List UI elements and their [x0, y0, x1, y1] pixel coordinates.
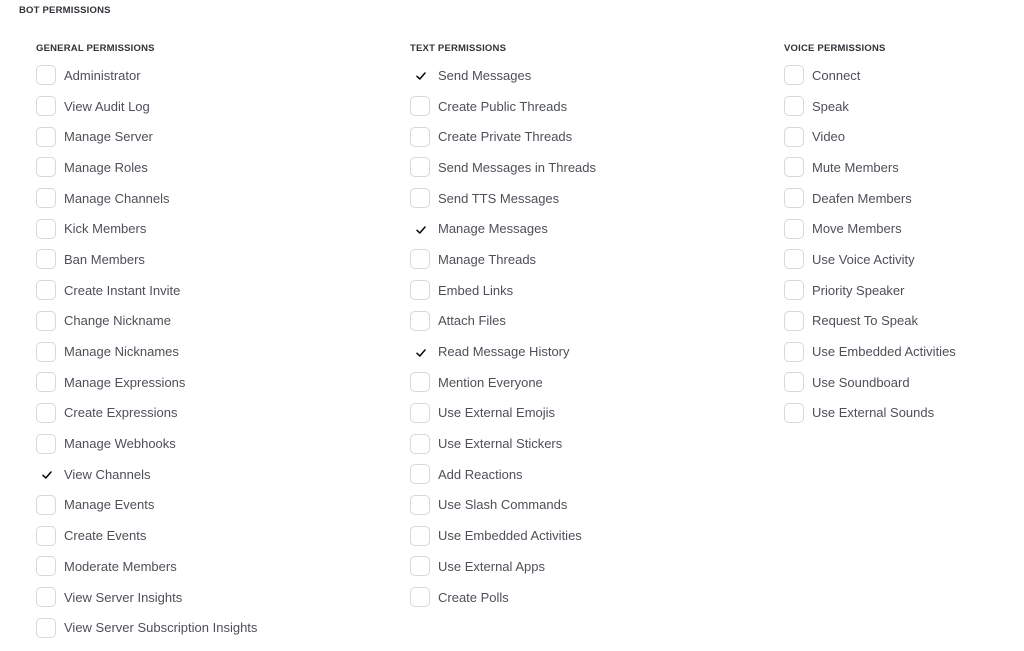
text-permissions-column — [410, 42, 596, 612]
permission-label: Create Private Threads — [438, 129, 573, 145]
permission-request-to-speak[interactable] — [784, 306, 956, 337]
permission-create-events[interactable] — [36, 520, 257, 551]
permission-label: View Audit Log — [64, 98, 150, 114]
permission-label: View Server Insights — [64, 589, 183, 605]
permission-send-tts-messages[interactable] — [410, 183, 596, 214]
permission-label: Manage Events — [64, 497, 155, 513]
permission-use-external-sounds[interactable] — [784, 398, 956, 429]
permission-checkbox[interactable] — [410, 96, 430, 116]
voice-permissions-header: VOICE PERMISSIONS — [784, 43, 886, 54]
permission-view-channels[interactable] — [36, 459, 257, 490]
general-permissions-header: GENERAL PERMISSIONS — [36, 43, 155, 54]
permission-manage-messages[interactable] — [410, 213, 596, 244]
permission-checkbox[interactable] — [784, 188, 804, 208]
permission-checkbox[interactable] — [36, 464, 56, 484]
permission-label: Create Instant Invite — [64, 282, 181, 298]
permission-manage-channels[interactable] — [36, 183, 257, 214]
permission-label: Manage Messages — [438, 221, 548, 237]
permission-checkbox[interactable] — [784, 311, 804, 331]
permission-manage-webhooks[interactable] — [36, 428, 257, 459]
general-permissions-column — [36, 42, 257, 643]
permission-manage-events[interactable] — [36, 490, 257, 521]
permission-label: Mute Members — [812, 159, 899, 175]
permission-checkbox[interactable] — [36, 556, 56, 576]
permission-checkbox[interactable] — [36, 280, 56, 300]
permission-checkbox[interactable] — [36, 587, 56, 607]
permission-ban-members[interactable] — [36, 244, 257, 275]
permission-label: Speak — [812, 98, 849, 114]
permission-label: Manage Server — [64, 129, 153, 145]
permission-checkbox[interactable] — [36, 188, 56, 208]
permission-label: Use External Sounds — [812, 405, 935, 421]
permission-manage-threads[interactable] — [410, 244, 596, 275]
permission-kick-members[interactable] — [36, 213, 257, 244]
permission-label: Move Members — [812, 221, 902, 237]
permission-use-soundboard[interactable] — [784, 367, 956, 398]
permission-moderate-members[interactable] — [36, 551, 257, 582]
permission-label: Create Public Threads — [438, 98, 568, 114]
permission-label: Use External Apps — [438, 558, 545, 574]
permission-create-expressions[interactable] — [36, 398, 257, 429]
permission-mention-everyone[interactable] — [410, 367, 596, 398]
permission-label: Send Messages — [438, 67, 532, 83]
permission-checkbox[interactable] — [36, 372, 56, 392]
permission-checkbox[interactable] — [784, 96, 804, 116]
permission-send-messages[interactable] — [410, 60, 596, 91]
permission-checkbox[interactable] — [410, 372, 430, 392]
permission-checkbox[interactable] — [410, 434, 430, 454]
permission-checkbox[interactable] — [36, 249, 56, 269]
permission-connect[interactable] — [784, 60, 956, 91]
permission-checkbox[interactable] — [410, 249, 430, 269]
permission-use-voice-activity[interactable] — [784, 244, 956, 275]
checkmark-icon — [415, 347, 427, 359]
permission-label: Manage Threads — [438, 251, 537, 267]
permission-checkbox[interactable] — [410, 311, 430, 331]
permission-checkbox[interactable] — [36, 526, 56, 546]
checkmark-icon — [415, 224, 427, 236]
permission-checkbox[interactable] — [784, 219, 804, 239]
permission-label: Use Embedded Activities — [812, 344, 956, 360]
permission-label: Request To Speak — [812, 313, 918, 329]
permission-checkbox[interactable] — [410, 464, 430, 484]
permission-checkbox[interactable] — [36, 96, 56, 116]
permission-checkbox[interactable] — [36, 434, 56, 454]
permission-checkbox[interactable] — [784, 280, 804, 300]
permission-mute-members[interactable] — [784, 152, 956, 183]
permission-create-public-threads[interactable] — [410, 91, 596, 122]
permission-label: Send TTS Messages — [438, 190, 560, 206]
permission-use-external-emojis[interactable] — [410, 398, 596, 429]
permission-move-members[interactable] — [784, 213, 956, 244]
permission-label: Kick Members — [64, 221, 147, 237]
permission-use-slash-commands[interactable] — [410, 490, 596, 521]
permission-create-private-threads[interactable] — [410, 121, 596, 152]
permission-priority-speaker[interactable] — [784, 275, 956, 306]
voice-permissions-column — [784, 42, 956, 428]
permission-label: Use External Emojis — [438, 405, 556, 421]
permission-label: Create Events — [64, 528, 147, 544]
permission-checkbox[interactable] — [410, 587, 430, 607]
permission-label: Read Message History — [438, 344, 570, 360]
permission-use-embedded-activities[interactable] — [784, 336, 956, 367]
permission-checkbox[interactable] — [36, 403, 56, 423]
permission-use-external-stickers[interactable] — [410, 428, 596, 459]
permission-read-message-history[interactable] — [410, 336, 596, 367]
permission-label: Manage Expressions — [64, 374, 186, 390]
permission-label: Use Soundboard — [812, 374, 910, 390]
permission-label: Ban Members — [64, 251, 145, 267]
permission-checkbox[interactable] — [36, 618, 56, 638]
permission-label: Create Polls — [438, 589, 509, 605]
permission-checkbox[interactable] — [784, 372, 804, 392]
permission-checkbox[interactable] — [410, 342, 430, 362]
permission-label: Manage Roles — [64, 159, 148, 175]
permission-change-nickname[interactable] — [36, 306, 257, 337]
permission-view-server-subscription-insights[interactable] — [36, 612, 257, 643]
permission-checkbox[interactable] — [36, 495, 56, 515]
text-permissions-header: TEXT PERMISSIONS — [410, 43, 507, 54]
permission-checkbox[interactable] — [410, 403, 430, 423]
permission-checkbox[interactable] — [410, 127, 430, 147]
permission-checkbox[interactable] — [784, 65, 804, 85]
permission-create-polls[interactable] — [410, 582, 596, 613]
permission-video[interactable] — [784, 121, 956, 152]
permission-manage-server[interactable] — [36, 121, 257, 152]
permission-label: Manage Nicknames — [64, 344, 179, 360]
permission-checkbox[interactable] — [784, 403, 804, 423]
permission-label: Use External Stickers — [438, 436, 563, 452]
permission-label: Embed Links — [438, 282, 514, 298]
permission-label: Manage Webhooks — [64, 436, 176, 452]
permission-label: Manage Channels — [64, 190, 170, 206]
permission-checkbox[interactable] — [784, 342, 804, 362]
permission-manage-nicknames[interactable] — [36, 336, 257, 367]
permission-label: Mention Everyone — [438, 374, 543, 390]
permission-checkbox[interactable] — [410, 188, 430, 208]
permission-checkbox[interactable] — [36, 65, 56, 85]
permission-checkbox[interactable] — [410, 495, 430, 515]
permission-speak[interactable] — [784, 91, 956, 122]
permission-use-embedded-activities[interactable] — [410, 520, 596, 551]
permission-label: Use Slash Commands — [438, 497, 568, 513]
permission-manage-expressions[interactable] — [36, 367, 257, 398]
permission-send-messages-in-threads[interactable] — [410, 152, 596, 183]
permission-checkbox[interactable] — [36, 342, 56, 362]
permission-label: Deafen Members — [812, 190, 912, 206]
checkmark-icon — [415, 70, 427, 82]
section-title: BOT PERMISSIONS — [19, 5, 111, 16]
permission-create-instant-invite[interactable] — [36, 275, 257, 306]
permission-checkbox[interactable] — [410, 280, 430, 300]
permission-checkbox[interactable] — [410, 219, 430, 239]
permission-embed-links[interactable] — [410, 275, 596, 306]
permission-label: Video — [812, 129, 846, 145]
permission-checkbox[interactable] — [36, 157, 56, 177]
general-permissions-list — [36, 60, 257, 643]
permission-administrator[interactable] — [36, 60, 257, 91]
permission-checkbox[interactable] — [410, 526, 430, 546]
permission-label: Moderate Members — [64, 558, 177, 574]
permission-label: Attach Files — [438, 313, 506, 329]
permission-checkbox[interactable] — [410, 65, 430, 85]
permission-deafen-members[interactable] — [784, 183, 956, 214]
voice-permissions-list — [784, 60, 956, 428]
permission-label: Add Reactions — [438, 466, 523, 482]
permission-add-reactions[interactable] — [410, 459, 596, 490]
permission-label: Connect — [812, 67, 861, 83]
permission-label: Create Expressions — [64, 405, 178, 421]
permission-checkbox[interactable] — [36, 127, 56, 147]
permission-view-audit-log[interactable] — [36, 91, 257, 122]
text-permissions-list — [410, 60, 596, 612]
permission-label: Priority Speaker — [812, 282, 905, 298]
permission-checkbox[interactable] — [410, 157, 430, 177]
permission-manage-roles[interactable] — [36, 152, 257, 183]
permission-label: Administrator — [64, 67, 141, 83]
permission-checkbox[interactable] — [784, 127, 804, 147]
permission-label: Change Nickname — [64, 313, 171, 329]
permission-label: View Channels — [64, 466, 151, 482]
permission-checkbox[interactable] — [410, 556, 430, 576]
permission-checkbox[interactable] — [36, 311, 56, 331]
permission-checkbox[interactable] — [784, 157, 804, 177]
permission-use-external-apps[interactable] — [410, 551, 596, 582]
permission-label: View Server Subscription Insights — [64, 620, 258, 636]
permission-attach-files[interactable] — [410, 306, 596, 337]
permission-view-server-insights[interactable] — [36, 582, 257, 613]
checkmark-icon — [41, 469, 53, 481]
permission-checkbox[interactable] — [784, 249, 804, 269]
permission-label: Use Embedded Activities — [438, 528, 582, 544]
permission-checkbox[interactable] — [36, 219, 56, 239]
permission-label: Send Messages in Threads — [438, 159, 597, 175]
permission-label: Use Voice Activity — [812, 251, 915, 267]
